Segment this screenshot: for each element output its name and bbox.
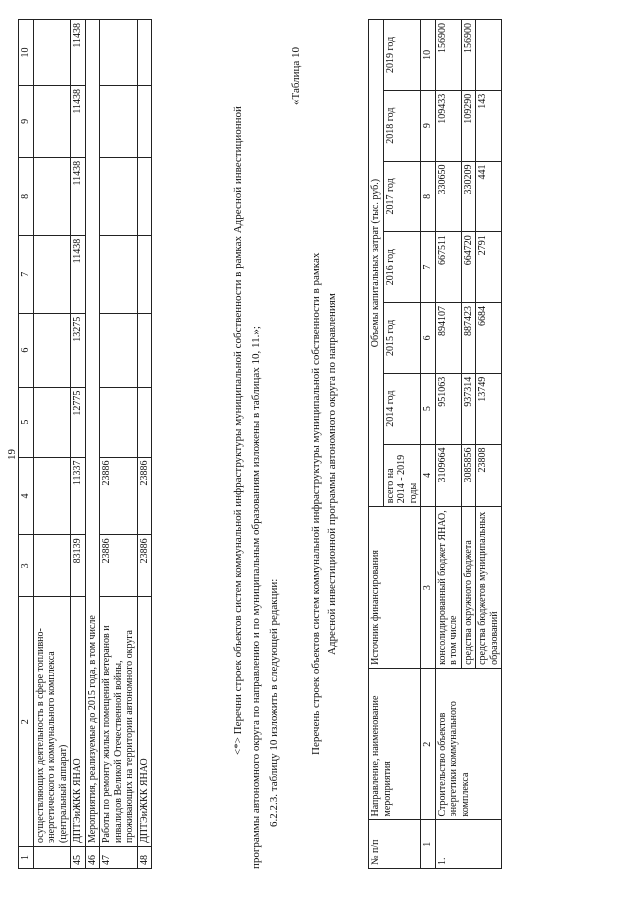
cell bbox=[33, 387, 71, 457]
cell: 12775 bbox=[71, 387, 86, 457]
table-continuation bbox=[18, 19, 152, 869]
table-header-row bbox=[19, 20, 34, 869]
source-cell: средства бюджетов муниципальных образований bbox=[476, 507, 502, 669]
column-number: 8 bbox=[421, 161, 436, 232]
header-year: 2019 год bbox=[383, 20, 421, 91]
page-number: 19 bbox=[6, 449, 18, 460]
table-row bbox=[435, 20, 461, 869]
table-row bbox=[137, 20, 152, 869]
cell bbox=[33, 85, 71, 157]
cell bbox=[100, 157, 138, 235]
column-number: 2 bbox=[421, 668, 436, 820]
cell bbox=[137, 85, 152, 157]
header-year: 2016 год bbox=[383, 232, 421, 303]
row-number: 45 bbox=[71, 847, 86, 869]
table-row bbox=[100, 20, 138, 869]
cell: 937314 bbox=[461, 373, 476, 444]
cell: 3109664 bbox=[435, 444, 461, 507]
column-number: 5 bbox=[421, 373, 436, 444]
header-year: 2017 год bbox=[383, 161, 421, 232]
header-name: Направление, наименование мероприятия bbox=[369, 668, 421, 820]
row-number: 1. bbox=[435, 820, 502, 869]
cell bbox=[137, 157, 152, 235]
cell: 143 bbox=[476, 90, 502, 161]
source-cell: средства окружного бюджета bbox=[461, 507, 476, 669]
cell: 951063 bbox=[435, 373, 461, 444]
header-cell: 9 bbox=[19, 85, 34, 157]
column-number: 4 bbox=[421, 444, 436, 507]
cell bbox=[33, 535, 71, 597]
header-cell: 7 bbox=[19, 235, 34, 313]
cell: 330650 bbox=[435, 161, 461, 232]
table-row bbox=[71, 20, 86, 869]
cell: 894107 bbox=[435, 303, 461, 374]
header-cell: 2 bbox=[19, 597, 34, 847]
header-cell: 6 bbox=[19, 313, 34, 387]
cell bbox=[33, 313, 71, 387]
cell bbox=[137, 387, 152, 457]
cell bbox=[33, 457, 71, 535]
column-number: 9 bbox=[421, 90, 436, 161]
row-name: Строительство объектов энергетики коммунального комплекса bbox=[435, 668, 502, 820]
header-total: всего на 2014 - 2019 годы bbox=[383, 444, 421, 507]
cell: 23886 bbox=[100, 457, 138, 535]
column-number-row bbox=[421, 20, 436, 869]
cell: 23886 bbox=[137, 457, 152, 535]
cell: 109290 bbox=[461, 90, 476, 161]
cell: 11438 bbox=[71, 20, 86, 86]
row-number: 46 bbox=[85, 847, 100, 869]
column-number: 6 bbox=[421, 303, 436, 374]
row-name: ДПТЭиЖКК ЯНАО bbox=[71, 597, 86, 847]
cell: 13275 bbox=[71, 313, 86, 387]
cell: 6684 bbox=[476, 303, 502, 374]
footnote: <*> Перечни строек объектов систем коммунальной инфраструктуры муниципальной собственности в рамках Адресной инвестиционной bbox=[232, 106, 244, 755]
header-cell: 4 bbox=[19, 457, 34, 535]
cell: 109433 bbox=[435, 90, 461, 161]
cell: 3085856 bbox=[461, 444, 476, 507]
cell bbox=[33, 235, 71, 313]
footnote-continued: программы автономного округа по направлению и по муниципальным образованиям изложены в таблицах 10, 11.»; bbox=[250, 326, 262, 869]
column-number: 3 bbox=[421, 507, 436, 669]
cell: 664720 bbox=[461, 232, 476, 303]
header-cell: 10 bbox=[19, 20, 34, 86]
cell: 156900 bbox=[435, 20, 461, 91]
row-number: 47 bbox=[100, 847, 138, 869]
cell bbox=[33, 157, 71, 235]
table-header-row bbox=[369, 20, 384, 869]
cell bbox=[100, 387, 138, 457]
header-volumes: Объемы капитальных затрат (тыс. руб.) bbox=[369, 20, 384, 507]
table-row bbox=[33, 20, 71, 869]
header-source: Источник финансирования bbox=[369, 507, 421, 669]
cell bbox=[33, 20, 71, 86]
header-number: № п/п bbox=[369, 820, 421, 869]
header-cell: 8 bbox=[19, 157, 34, 235]
table-label: «Таблица 10 bbox=[290, 46, 302, 105]
cell: 23886 bbox=[137, 535, 152, 597]
cell: 11438 bbox=[71, 157, 86, 235]
cell: 156900 bbox=[461, 20, 476, 91]
row-number bbox=[33, 847, 71, 869]
cell bbox=[100, 313, 138, 387]
column-number: 1 bbox=[421, 820, 436, 869]
cell: 11438 bbox=[71, 85, 86, 157]
header-year: 2014 год bbox=[383, 373, 421, 444]
header-year: 2018 год bbox=[383, 90, 421, 161]
column-number: 7 bbox=[421, 232, 436, 303]
column-number: 10 bbox=[421, 20, 436, 91]
row-name: ДПТЭиЖКК ЯНАО bbox=[137, 597, 152, 847]
cell: 441 bbox=[476, 161, 502, 232]
row-name: Работы по ремонту жилых помещений ветеранов и инвалидов Великой Отечественной войны, проживающих на территории автономного округа bbox=[100, 597, 138, 847]
cell bbox=[100, 85, 138, 157]
row-name: осуществляющих деятельность в сфере топливно-энергетического и коммунального комплекса (центральный аппарат) bbox=[33, 597, 71, 847]
cell bbox=[100, 235, 138, 313]
table-10 bbox=[368, 19, 502, 869]
cell: 2791 bbox=[476, 232, 502, 303]
cell: 83139 bbox=[71, 535, 86, 597]
cell: 667511 bbox=[435, 232, 461, 303]
cell bbox=[476, 20, 502, 91]
cell: 11438 bbox=[71, 235, 86, 313]
cell: 23886 bbox=[100, 535, 138, 597]
cell bbox=[100, 20, 138, 86]
table-row bbox=[85, 20, 100, 869]
cell: 887423 bbox=[461, 303, 476, 374]
row-number: 48 bbox=[137, 847, 152, 869]
table-subtitle: Адресной инвестиционной программы автономного округа по направлениям bbox=[326, 293, 338, 655]
cell bbox=[137, 313, 152, 387]
instruction: 6.2.2.3. таблицу 10 изложить в следующей редакции: bbox=[268, 578, 280, 827]
cell bbox=[137, 20, 152, 86]
header-cell: 5 bbox=[19, 387, 34, 457]
table-title: Перечень строек объектов систем коммунальной инфраструктуры муниципальной собственности в рамках bbox=[310, 252, 322, 755]
header-cell: 1 bbox=[19, 847, 34, 869]
cell: 23808 bbox=[476, 444, 502, 507]
source-cell: консолидированный бюджет ЯНАО, в том числе bbox=[435, 507, 461, 669]
cell: 11337 bbox=[71, 457, 86, 535]
header-cell: 3 bbox=[19, 535, 34, 597]
header-year: 2015 год bbox=[383, 303, 421, 374]
cell: 330209 bbox=[461, 161, 476, 232]
cell bbox=[137, 235, 152, 313]
row-name: Мероприятия, реализуемые до 2015 года, в том числе bbox=[85, 20, 100, 847]
cell: 13749 bbox=[476, 373, 502, 444]
